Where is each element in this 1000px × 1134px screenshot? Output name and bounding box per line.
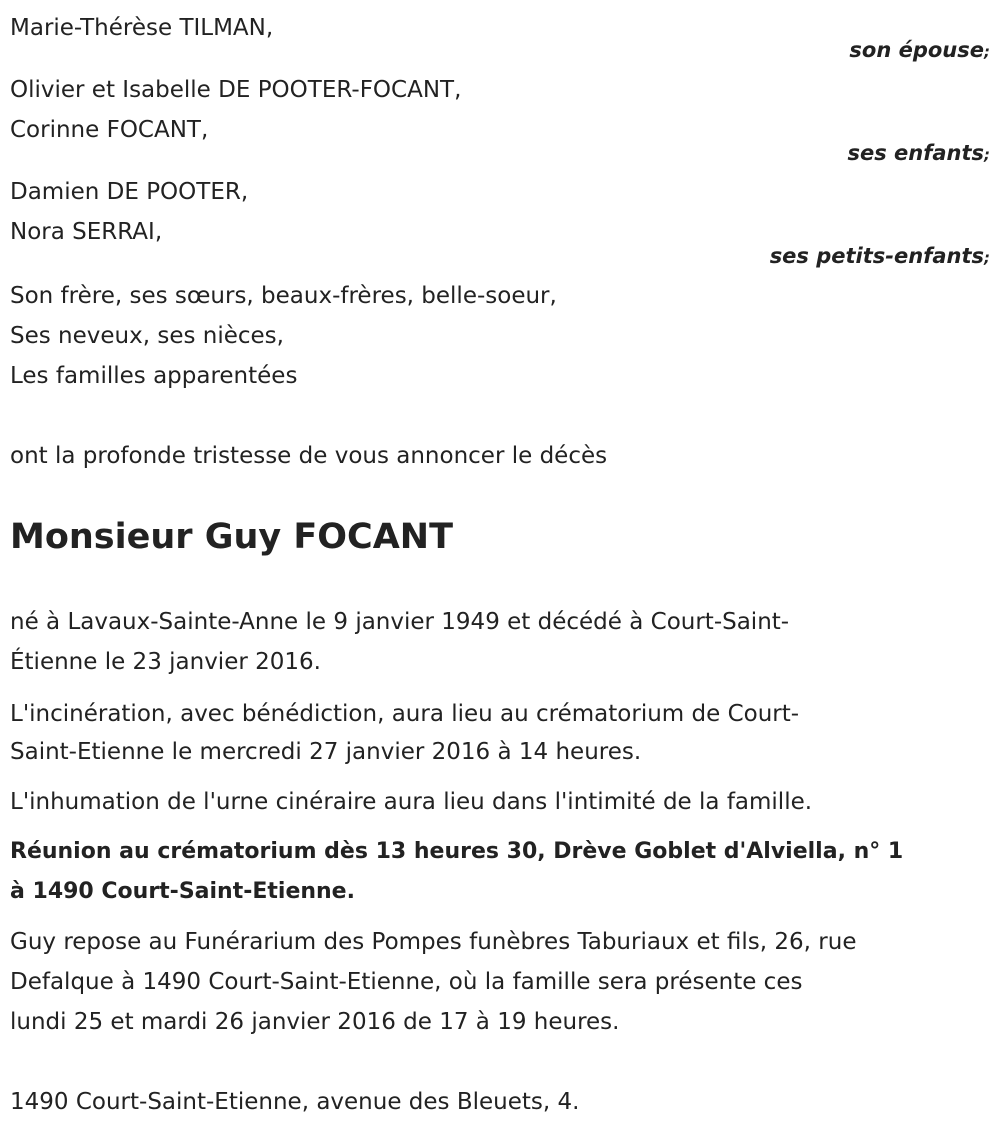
cremation-text: Saint-Etienne le mercredi 27 janvier 2016 à 14 heures. bbox=[10, 739, 642, 765]
funerarium-text: lundi 25 et mardi 26 janvier 2016 de 17 à 19 heures. bbox=[10, 1009, 620, 1035]
birth-death-text: Étienne le 23 janvier 2016. bbox=[10, 649, 321, 675]
family-name: Marie-Thérèse TILMAN, bbox=[10, 15, 274, 41]
funerarium-text: Guy repose au Funérarium des Pompes funèbres Taburiaux et fils, 26, rue bbox=[10, 929, 857, 955]
family-name: Damien DE POOTER, bbox=[10, 179, 249, 205]
announcement: ont la profonde tristesse de vous annoncer le décès bbox=[10, 443, 608, 469]
other-relatives: Ses neveux, ses nièces, bbox=[10, 323, 284, 349]
role-text: ses enfants bbox=[847, 141, 984, 165]
other-relatives: Son frère, ses sœurs, beaux-frères, belle-soeur, bbox=[10, 283, 557, 309]
other-relatives: Les familles apparentées bbox=[10, 363, 298, 389]
role-text: ses petits-enfants bbox=[769, 244, 984, 268]
birth-death-text: né à Lavaux-Sainte-Anne le 9 janvier 1949 et décédé à Court-Saint- bbox=[10, 609, 790, 635]
meeting-text: Réunion au crématorium dès 13 heures 30, Drève Goblet d'Alviella, n° 1 bbox=[10, 839, 904, 864]
meeting-text: à 1490 Court-Saint-Etienne. bbox=[10, 879, 355, 904]
role-text: son épouse bbox=[849, 38, 984, 62]
cremation-text: L'incinération, avec bénédiction, aura lieu au crématorium de Court- bbox=[10, 701, 800, 727]
role-separator: ; bbox=[984, 146, 990, 164]
family-name: Olivier et Isabelle DE POOTER-FOCANT, bbox=[10, 77, 462, 103]
family-role bbox=[770, 242, 990, 272]
funerarium-text: Defalque à 1490 Court-Saint-Etienne, où la famille sera présente ces bbox=[10, 969, 803, 995]
role-separator: ; bbox=[984, 249, 990, 267]
family-name: Nora SERRAI, bbox=[10, 219, 163, 245]
address-text: 1490 Court-Saint-Etienne, avenue des Bleuets, 4. bbox=[10, 1089, 580, 1115]
family-name: Corinne FOCANT, bbox=[10, 117, 209, 143]
role-separator: ; bbox=[984, 43, 990, 61]
burial-text: L'inhumation de l'urne cinéraire aura lieu dans l'intimité de la famille. bbox=[10, 789, 813, 815]
deceased-name: Monsieur Guy FOCANT bbox=[10, 517, 453, 557]
family-role bbox=[847, 139, 990, 169]
family-role bbox=[849, 36, 990, 66]
